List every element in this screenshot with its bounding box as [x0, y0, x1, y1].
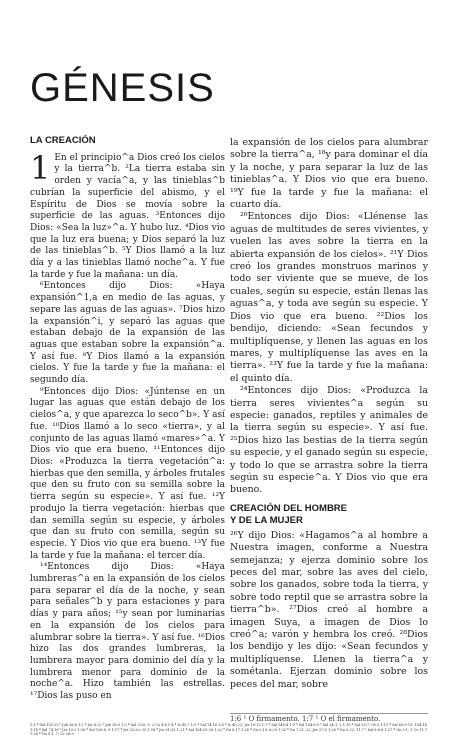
footnote-divider	[230, 713, 428, 714]
right-column	[230, 137, 428, 691]
book-title: GÉNESIS	[30, 66, 215, 110]
cross-references: 1:1 ª Sal 102:25 ᵇ Job 38:4 1:2 ª Jer 4:23 ᵇ Job 38:9 1:3 ª Sal 33:6, 9; 2 Co 4:6 1:4 ª Is 45:7 1:5 ª Sal 74:16 1:6 ª Is 40:22; Jer 10:12 1:7 ª Sal 148:4 1:9 ª Sal 104:6-9 ᵇ Sal 24:1, 2 1:10 ª Sal 33:7; 95:5 1:11 ª Sal 65:9-13; 104:14 1:14 ª Sal 74:16 ᵇ Jer 10:2 1:16 ª Sal 136:8, 9 1:17 ª Jer 33:20, 25 1:18 ª Jer 31:35 1:21 ª Sal 104:25-28 1:22 ª Gn 8:17 1:24 ª Gn 2:19; 6:20 1:25 ª Gn 7:21, 22; Jer 27:5 1:26 ª Gn 3:22; 11:7 ᵇ Sal 8:6-8 1:27 ª Gn 5:1; 1 Co 11:7 1:28 ª Gn 9:1, 7; Lv 26:9	[30, 723, 428, 737]
paragraph: la expansión de los cielos para alumbrar sobre la tierra^a, ¹⁸y para dominar el día y la noche, y para separar la luz de las tinieblas^a. Y Dios vio que era bueno. ¹⁹Y fue la tarde y fue la mañana: el cuarto día.	[230, 137, 428, 211]
paragraph: ¹⁴Entonces dijo Dios: «Haya lumbreras^a en la expansión de los cielos para separar el día de la noche, y sean para señales^b y para estaciones y para días y para años; ¹⁵y sean por luminarias en la expansión de los cielos para alumbrar sobre la tierra». Y así fue. ¹⁶Dios hizo las dos grandes lumbreras, la lumbrera mayor para dominio del día y la lumbrera menor para dominio de la noche^a. Hizo también las estrellas. ¹⁷Dios las puso en	[30, 562, 225, 702]
left-column	[30, 131, 225, 703]
heading-line: Y DE LA MUJER	[230, 514, 303, 526]
footnotes: 1:6 ¹ O firmamento. 1:7 ¹ O el firmamento.	[230, 715, 381, 723]
heading-line: CREACIÓN DEL HOMBRE	[230, 502, 347, 514]
paragraph: ²⁰Entonces dijo Dios: «Llénense las aguas de multitudes de seres vivientes, y vuelen las aves sobre la tierra en la abierta expansión de los cielos». ²¹Y Dios creó los grandes monstruos marinos y todo ser viviente que se mueve, de los cuales, según su especie, están llenas las aguas^a, y toda ave según su especie. Y Dios vio que era bueno. ²²Dios los bendijo, diciendo: «Sean fecundos y multiplíquense, y llenen las aguas en los mares, y multiplíquense las aves en la tierra». ²³Y fue la tarde y fue la mañana: el quinto día.	[230, 211, 428, 384]
paragraph: 1 En el principio^a Dios creó los cielos y la tierra^b. ²La tierra estaba sin orden y vacía^a, y las tinieblas^b cubrían la superficie del abismo, y el Espíritu de Dios se movía sobre la superficie de las aguas. ³Entonces dijo Dios: «Sea la luz»^a. Y hubo luz. ⁴Dios vio que la luz era buena; y Dios separó la luz de las tinieblas^b. ⁵Y Dios llamó a la luz día y a las tinieblas llamó noche^a. Y fue la tarde y fue la mañana: un día.	[30, 148, 226, 280]
paragraph: ⁶Entonces dijo Dios: «Haya expansión^1,a en medio de las aguas, y separe las aguas de las aguas». ⁷Dios hizo la expansión^i, y separó las aguas que estaban debajo de la expansión de las aguas que estaban sobre la expansión^a. Y así fue. ⁸Y Dios llamó a la expansión cielos. Y fue la tarde y fue la mañana: el segundo día.	[30, 281, 225, 386]
paragraph: ²⁴Entonces dijo Dios: «Produzca la tierra seres vivientes^a según su especie: ganados, reptiles y animales de la tierra según su especie». Y así fue. ²⁵Dios hizo las bestias de la tierra según su especie, y el ganado según su especie, y todo lo que se arrastra sobre la tierra según su especie^a. Y Dios vio que era bueno.	[230, 385, 428, 496]
paragraph: ²⁶Y dijo Dios: «Hagamos^a al hombre a Nuestra imagen, conforme a Nuestra semejanza; y ejerza dominio sobre los peces del mar, sobre las aves del cielo, sobre los ganados, sobre toda la tierra, y sobre todo reptil que se arrastra sobre la tierra^b». ²⁷Dios creó al hombre a imagen Suya, a imagen de Dios lo creó^a; varón y hembra los creó. ²⁸Dios los bendijo y les dijo: «Sean fecundos y multiplíquense. Llenen la tierra^a y sométanla. Ejerzan dominio sobre los peces del mar, sobre	[230, 529, 428, 690]
chapter-number: 1	[30, 148, 51, 187]
section-heading-man-woman	[230, 503, 428, 527]
paragraph: ⁹Entonces dijo Dios: «Júntense en un lugar las aguas que están debajo de los cielos^a, y que aparezca lo seco^b». Y así fue. ¹⁰Dios llamó a lo seco «tierra», y al conjunto de las aguas llamó «mares»^a. Y Dios vio que era bueno. ¹¹Entonces dijo Dios: «Produzca la tierra vegetación^a: hierbas que den semilla, y árboles frutales que den su fruto con su semilla sobre la tierra según su especie». Y así fue. ¹²Y produjo la tierra vegetación: hierbas que dan semilla según su especie, y árboles que dan su fruto con semilla, según su especie. Y Dios vio que era bueno. ¹³Y fue la tarde y fue la mañana: el tercer día.	[30, 386, 225, 561]
section-heading-creation: LA CREACIÓN	[30, 135, 96, 146]
